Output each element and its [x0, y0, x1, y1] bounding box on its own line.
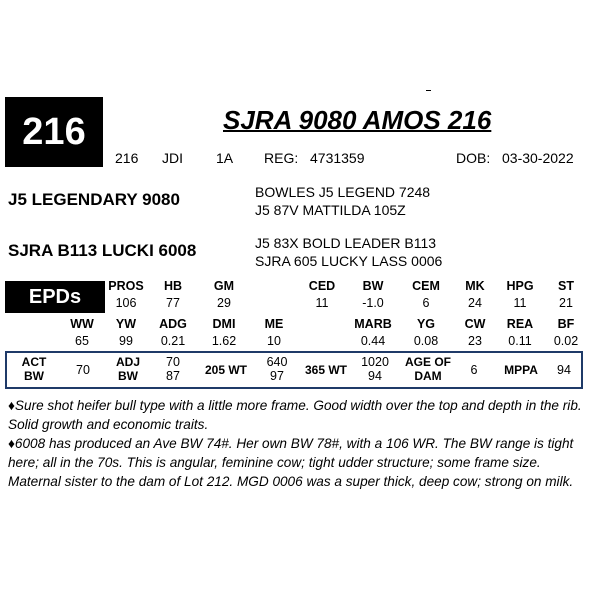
epd-hb-value: 77 [166, 296, 180, 310]
epd-gm-header: GM [213, 279, 235, 293]
epd-hb-header: HB [163, 279, 183, 293]
epd-cw-value: 23 [468, 334, 482, 348]
animal-name: SJRA 9080 AMOS 216 [223, 105, 492, 135]
epd-marb-header: MARB [354, 317, 392, 331]
note-paragraph: ♦6008 has produced an Ave BW 74#. Her own BW 78#, with a 106 WR. The BW range is tight here; all in the 70s. This is angular, feminine cow; tight udder structure; some frame size. Maternal sister to the dam of Lot 212. MGD 0006 was a super thick, deep cow; strong on milk. [8, 436, 574, 489]
dam-dam: SJRA 605 LUCKY LASS 0006 [255, 253, 443, 269]
epd-label: EPDs [28, 285, 82, 308]
epd-bf-value: 0.02 [553, 334, 579, 348]
note-paragraph: ♦Sure shot heifer bull type with a little more frame. Good width over the top and depth in the rib. Solid growth and economic traits. [8, 398, 582, 432]
epd-gm-value: 29 [217, 296, 231, 310]
epd-bw-value: -1.0 [362, 296, 384, 310]
epd-cem-value: 6 [422, 296, 430, 310]
age-of-dam-value: 6 [470, 363, 478, 377]
wt205-value: 640 [266, 355, 288, 369]
act-bw-label-line2: BW [24, 369, 44, 383]
wt365-ratio: 94 [368, 369, 382, 383]
epd-bf-header: BF [557, 317, 575, 331]
sire-sire: BOWLES J5 LEGEND 7248 [255, 184, 431, 200]
epd-adg-value: 0.21 [160, 334, 186, 348]
epd-hpg-header: HPG [506, 279, 534, 293]
act-bw-value: 70 [76, 363, 90, 377]
epd-cw-header: CW [464, 317, 486, 331]
epd-me-header: ME [264, 317, 284, 331]
adj-bw-values [158, 355, 188, 383]
epd-ced-value: 11 [315, 296, 329, 310]
epd-cem-header: CEM [412, 279, 440, 293]
epd-dmi-value: 1.62 [211, 334, 237, 348]
epd-yw-header: YW [115, 317, 137, 331]
wt205-ratio: 97 [270, 369, 284, 383]
reg-label: REG: [264, 150, 299, 166]
epd-st-header: ST [558, 279, 574, 293]
age-of-dam-label-line2: DAM [414, 369, 442, 383]
wt365-value: 1020 [361, 355, 389, 369]
breeder: JDI [162, 150, 183, 166]
epd-me-value: 10 [267, 334, 281, 348]
dam-name: SJRA B113 LUCKI 6008 [8, 241, 197, 260]
adj-bw-value: 70 [166, 355, 180, 369]
dob-label: DOB: [456, 150, 491, 166]
registration-number: 4731359 [310, 150, 365, 166]
adj-bw-label [106, 355, 150, 383]
notes [8, 396, 588, 491]
adj-bw-label-line1: ADJ [115, 355, 140, 369]
sire-dam: J5 87V MATTILDA 105Z [255, 202, 406, 218]
dam-sire: J5 83X BOLD LEADER B113 [255, 235, 437, 251]
adj-bw-ratio: 87 [166, 369, 180, 383]
epd-hpg-value: 11 [513, 296, 527, 310]
sire-name: J5 LEGENDARY 9080 [8, 190, 180, 209]
epd-ced-header: CED [308, 279, 336, 293]
epd-ww-value: 65 [75, 334, 89, 348]
class: 1A [216, 150, 234, 166]
wt205-label: 205 WT [204, 363, 247, 377]
epd-pros-value: 106 [115, 296, 137, 310]
epd-pros-header: PROS [108, 279, 144, 293]
date-of-birth: 03-30-2022 [502, 150, 574, 166]
act-bw-label-line1: ACT [21, 355, 47, 369]
decorative-mark [426, 90, 431, 91]
epd-bw-header: BW [362, 279, 384, 293]
mppa-value: 94 [557, 363, 571, 377]
epd-st-value: 21 [559, 296, 573, 310]
epd-yw-value: 99 [119, 334, 133, 348]
epd-label-badge [5, 281, 105, 313]
lot-number-badge [5, 97, 103, 167]
act-bw-label [12, 355, 56, 383]
epd-dmi-header: DMI [212, 317, 236, 331]
epd-mk-header: MK [465, 279, 485, 293]
lot-number: 216 [22, 110, 86, 153]
epd-mk-value: 24 [468, 296, 482, 310]
epd-yg-value: 0.08 [413, 334, 439, 348]
adj-bw-label-line2: BW [118, 369, 138, 383]
tattoo: 216 [115, 150, 139, 166]
age-of-dam-label [396, 355, 460, 383]
epd-yg-header: YG [416, 317, 436, 331]
wt365-values [360, 355, 390, 383]
wt365-label: 365 WT [304, 363, 347, 377]
epd-adg-header: ADG [159, 317, 187, 331]
wt205-values [262, 355, 292, 383]
epd-ww-header: WW [70, 317, 94, 331]
epd-rea-header: REA [506, 317, 534, 331]
age-of-dam-label-line1: AGE OF [404, 355, 451, 369]
epd-rea-value: 0.11 [508, 334, 532, 348]
mppa-label: MPPA [504, 363, 538, 377]
epd-marb-value: 0.44 [360, 334, 386, 348]
